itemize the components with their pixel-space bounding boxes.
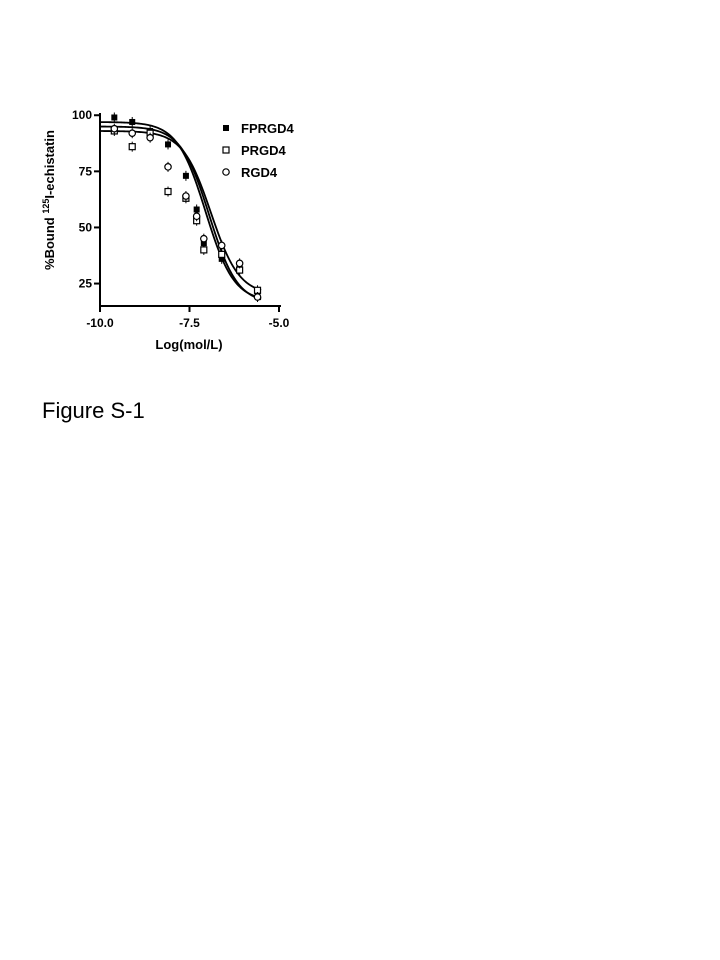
point-rgd4	[254, 294, 260, 300]
point-rgd4	[165, 164, 171, 170]
legend-label-rgd4: RGD4	[241, 165, 278, 180]
point-rgd4	[111, 126, 117, 132]
legend-marker-rgd4	[223, 169, 229, 175]
data-points	[111, 112, 261, 302]
point-rgd4	[183, 193, 189, 199]
point-prgd4	[201, 247, 207, 253]
point-fprgd4	[183, 173, 189, 179]
y-axis-title-tail: I-echistatin	[42, 130, 57, 199]
legend-marker-prgd4	[223, 147, 229, 153]
figure-caption: Figure S-1	[42, 398, 145, 423]
y-axis-title-superscript: 125	[41, 198, 51, 214]
point-rgd4	[201, 235, 207, 241]
y-tick-label: 100	[71, 108, 92, 123]
x-tick-label: -5.0	[268, 316, 290, 330]
point-prgd4	[129, 144, 135, 150]
point-fprgd4	[129, 119, 135, 125]
point-rgd4	[129, 130, 135, 136]
legend-marker-fprgd4	[223, 125, 229, 131]
y-axis-title-main: %Bound	[42, 213, 57, 270]
x-tick-label: -7.5	[179, 316, 200, 330]
y-axis-title	[41, 130, 57, 270]
x-axis-title: Log(mol/L)	[155, 337, 223, 352]
legend	[223, 121, 295, 180]
legend-label-fprgd4: FPRGD4	[241, 121, 294, 136]
y-tick-label: 25	[78, 276, 92, 291]
point-rgd4	[147, 134, 153, 140]
point-rgd4	[193, 213, 199, 219]
point-fprgd4	[111, 114, 117, 120]
point-rgd4	[236, 260, 242, 266]
point-prgd4	[219, 251, 225, 257]
y-tick-label: 75	[78, 164, 92, 179]
point-prgd4	[165, 189, 171, 195]
point-rgd4	[219, 242, 225, 248]
x-tick-label: -10.0	[86, 316, 114, 330]
point-fprgd4	[165, 141, 171, 147]
y-tick-label: 50	[78, 220, 92, 235]
axes	[99, 113, 281, 306]
legend-label-prgd4: PRGD4	[241, 143, 286, 158]
